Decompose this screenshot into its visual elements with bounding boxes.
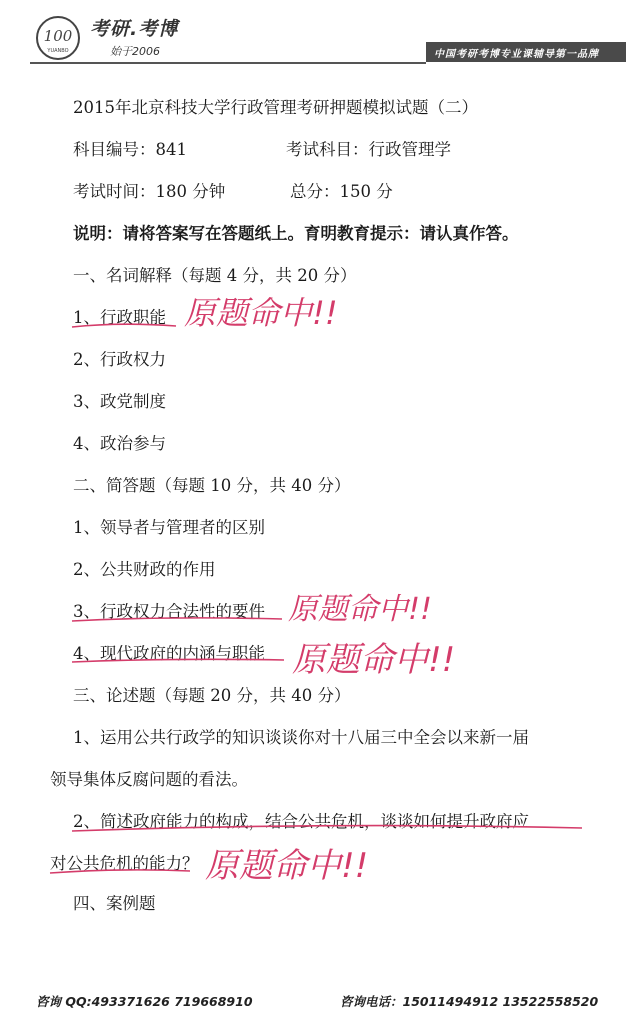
section-heading: 四、案例题 bbox=[73, 894, 156, 913]
question-item: 4、现代政府的内涵与职能 bbox=[73, 644, 265, 663]
question-item: 2、行政权力 bbox=[73, 350, 166, 369]
subject-name: 考试科目：行政管理学 bbox=[286, 140, 451, 159]
subject-code: 科目编号：841 bbox=[73, 140, 187, 159]
total-score: 总分：150 分 bbox=[290, 182, 393, 201]
exam-title: 2015年北京科技大学行政管理考研押题模拟试题（二） bbox=[73, 98, 478, 117]
question-item: 1、领导者与管理者的区别 bbox=[73, 518, 265, 537]
hit-note: 原题命中!! bbox=[184, 294, 338, 332]
essay-question-line: 1、运用公共行政学的知识谈谈你对十八届三中全会以来新一届 bbox=[73, 728, 529, 747]
question-item: 3、政党制度 bbox=[73, 392, 166, 411]
brand-name: 考研.考博 bbox=[90, 18, 179, 40]
question-item: 1、行政职能 bbox=[73, 308, 166, 327]
hit-note: 原题命中!! bbox=[288, 592, 433, 627]
brand-since: 始于2006 bbox=[110, 45, 160, 58]
exam-time: 考试时间：180 分钟 bbox=[73, 182, 226, 201]
essay-question-line: 对公共危机的能力？ bbox=[50, 854, 199, 873]
question-item: 2、公共财政的作用 bbox=[73, 560, 216, 579]
slogan-text: 中国考研考博专业课辅导第一品牌 bbox=[434, 49, 599, 60]
section-heading: 三、论述题（每题 20 分，共 40 分） bbox=[73, 686, 351, 705]
essay-question-line: 领导集体反腐问题的看法。 bbox=[50, 770, 248, 789]
section-heading: 二、简答题（每题 10 分，共 40 分） bbox=[73, 476, 351, 495]
question-item: 4、政治参与 bbox=[73, 434, 166, 453]
svg-text:YUANBO: YUANBO bbox=[47, 48, 69, 54]
section-heading: 一、名词解释（每题 4 分，共 20 分） bbox=[73, 266, 357, 285]
essay-question-line: 2、简述政府能力的构成，结合公共危机，谈谈如何提升政府应 bbox=[73, 812, 529, 831]
hit-note: 原题命中!! bbox=[205, 846, 369, 886]
hit-note: 原题命中!! bbox=[292, 640, 456, 680]
instruction-note: 说明：请将答案写在答题纸上。育明教育提示：请认真作答。 bbox=[73, 224, 519, 243]
footer-qq: 咨询 QQ:493371626 719668910 bbox=[36, 994, 253, 1009]
question-item: 3、行政权力合法性的要件 bbox=[73, 602, 265, 621]
svg-text:100: 100 bbox=[43, 27, 73, 45]
footer-phone: 咨询电话：15011494912 13522558520 bbox=[340, 994, 599, 1009]
